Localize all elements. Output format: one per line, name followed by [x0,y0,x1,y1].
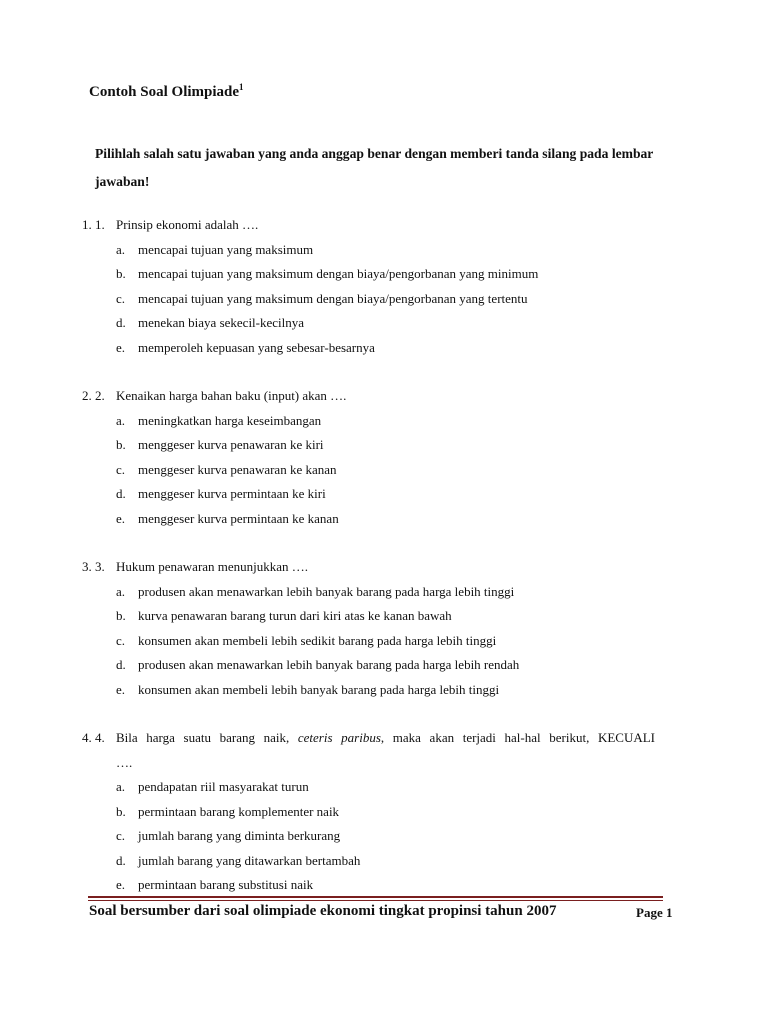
option-text: produsen akan menawarkan lebih banyak barang pada harga lebih rendah [138,657,520,672]
option-letter: c. [116,290,126,306]
option-letter: e. [116,877,126,892]
option-text: menekan biaya sekecil-kecilnya [138,315,305,330]
option-a[interactable] [95,580,655,605]
footer-source-note: Soal bersumber dari soal olimpiade ekonomi tingkat propinsi tahun 2007 [89,903,557,919]
option-text: produsen akan menawarkan lebih banyak barang pada harga lebih tinggi [138,583,515,599]
option-e[interactable] [95,678,655,703]
option-b[interactable] [95,433,655,458]
option-text: mencapai tujuan yang maksimum dengan biaya/pengorbanan yang tertentu [138,290,528,306]
question-2 [95,384,655,531]
option-c[interactable] [95,458,655,483]
option-letter: c. [116,632,126,648]
option-a[interactable] [95,409,655,434]
question-stem [95,213,655,238]
question-number: 4. 4. [95,730,105,745]
question-text-after: , maka akan terjadi hal-hal berikut, KECUALI [380,730,655,745]
question-text-before: Bila harga suatu barang naik, [116,730,290,745]
option-text: kurva penawaran barang turun dari kiri atas ke kanan bawah [138,608,452,623]
option-text: konsumen akan membeli lebih sedikit barang pada harga lebih tinggi [138,632,497,648]
option-letter: c. [116,461,126,477]
option-text: menggeser kurva permintaan ke kanan [138,510,339,526]
option-list [95,775,655,898]
option-text: permintaan barang komplementer naik [138,803,340,819]
option-d[interactable] [95,653,655,678]
option-letter: a. [116,779,126,794]
option-b[interactable] [95,262,655,287]
document-title [89,84,244,101]
option-letter: c. [116,828,126,843]
option-letter: d. [116,486,126,501]
option-d[interactable] [95,849,655,874]
option-a[interactable] [95,238,655,263]
option-a[interactable] [95,775,655,800]
option-text: memperoleh kepuasan yang sebesar-besarnya [138,339,375,355]
option-b[interactable] [95,800,655,825]
option-letter: e. [116,339,126,355]
option-letter: d. [116,657,126,672]
question-4 [95,726,655,898]
question-number: 2. 2. [95,388,105,403]
option-letter: d. [116,315,126,330]
option-letter: e. [116,681,126,697]
question-list [95,213,655,922]
option-c[interactable] [95,629,655,654]
question-text: Kenaikan harga bahan baku (input) akan …. [116,388,347,403]
question-number: 1. 1. [95,217,105,232]
option-text: konsumen akan membeli lebih banyak barang pada harga lebih tinggi [138,681,500,697]
option-letter: d. [116,852,126,868]
question-text [116,726,655,751]
option-list [95,409,655,532]
option-list [95,238,655,361]
footer-divider [88,896,663,901]
question-text: Prinsip ekonomi adalah …. [116,217,259,232]
option-d[interactable] [95,482,655,507]
question-text-continuation: …. [116,754,133,770]
question-text-italic: ceteris paribus [297,730,381,745]
option-c[interactable] [95,287,655,312]
option-letter: a. [116,583,126,599]
question-number: 3. 3. [95,559,105,574]
option-text: menggeser kurva permintaan ke kiri [138,486,326,501]
option-letter: a. [116,241,126,257]
question-stem [95,726,655,751]
option-text: menggeser kurva penawaran ke kanan [138,461,337,477]
option-b[interactable] [95,604,655,629]
option-e[interactable] [95,336,655,361]
question-stem [95,384,655,409]
option-e[interactable] [95,507,655,532]
option-letter: a. [116,412,126,428]
question-stem [95,555,655,580]
option-d[interactable] [95,311,655,336]
page-number: Page 1 [636,905,673,920]
option-letter: e. [116,510,126,526]
option-text: menggeser kurva penawaran ke kiri [138,437,324,452]
option-letter: b. [116,437,126,452]
option-list [95,580,655,703]
option-letter: b. [116,266,126,281]
instruction-text: Pilihlah salah satu jawaban yang anda anggap benar dengan memberi tanda silang pada lembar jawaban! [95,146,654,189]
document-title-text: Contoh Soal Olimpiade [89,84,240,100]
question-1 [95,213,655,360]
option-text: pendapatan riil masyarakat turun [138,779,309,794]
option-letter: b. [116,803,126,819]
option-c[interactable] [95,824,655,849]
option-e[interactable] [95,873,655,898]
option-text: mencapai tujuan yang maksimum dengan biaya/pengorbanan yang minimum [138,266,539,281]
option-text: jumlah barang yang diminta berkurang [138,828,341,843]
question-text: Hukum penawaran menunjukkan …. [116,559,309,574]
footnote-reference: 1 [239,82,244,92]
option-text: mencapai tujuan yang maksimum [138,241,314,257]
question-3 [95,555,655,702]
option-letter: b. [116,608,126,623]
option-text: jumlah barang yang ditawarkan bertambah [138,852,361,868]
option-text: permintaan barang substitusi naik [138,877,314,892]
option-text: meningkatkan harga keseimbangan [138,412,322,428]
